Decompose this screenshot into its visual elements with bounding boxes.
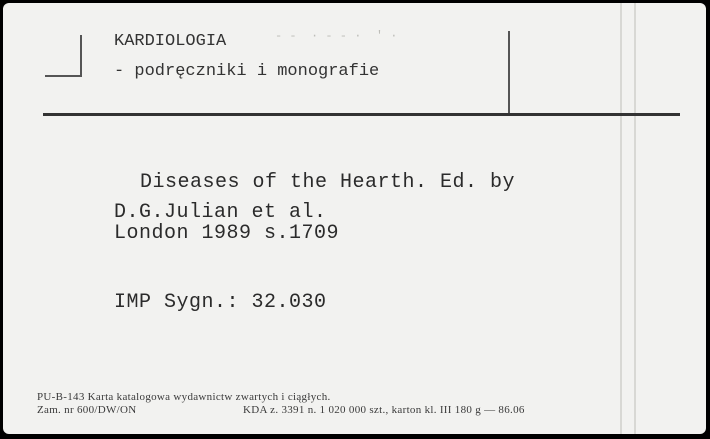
footer-form-line: PU-B-143 Karta katalogowa wydawnictw zwartych i ciągłych. (37, 391, 331, 403)
entry-imprint-line: London 1989 s.1709 (114, 222, 340, 245)
heading-box-right-rule (508, 31, 510, 113)
footer-order-number: Zam. nr 600/DW/ON (37, 404, 137, 416)
entry-title-line: Diseases of the Hearth. Ed. by (140, 171, 516, 194)
corner-bracket-horizontal (45, 75, 82, 77)
subject-subheading: - podręczniki i monografie (114, 62, 380, 81)
entry-editor-line: D.G.Julian et al. (114, 201, 327, 224)
footer-print-details: KDA z. 3391 n. 1 020 000 szt., karton kl. III 180 g — 86.06 (243, 404, 525, 416)
shelf-signature: IMP Sygn.: 32.030 (114, 291, 327, 314)
card-rule-vertical-right (634, 3, 636, 434)
corner-bracket-vertical (80, 35, 82, 77)
faint-smudge-mark: - - · - - · ' · (275, 29, 398, 43)
catalog-card (3, 3, 706, 434)
card-rule-vertical-left (620, 3, 622, 434)
subject-heading: KARDIOLOGIA (114, 32, 227, 51)
heading-divider-rule (43, 113, 680, 116)
